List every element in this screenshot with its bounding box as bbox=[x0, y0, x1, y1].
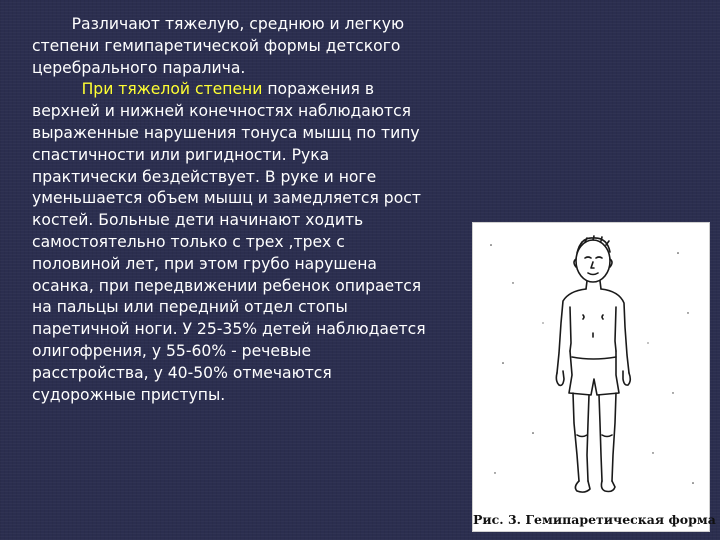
child-drawing bbox=[473, 223, 711, 513]
hemiparetic-form-figure bbox=[472, 222, 716, 532]
slide-body-text bbox=[32, 14, 482, 406]
paragraph-intro: Различают тяжелую, среднюю и легкую степени гемипаретической формы детского церебрального паралича. bbox=[32, 15, 405, 77]
paragraph-indent bbox=[32, 80, 82, 98]
paragraph-severe-description: поражения в верхней и нижней конечностях наблюдаются выраженные нарушения тонуса мышц по типу спастичности или ригидности. Рука практически бездействует. В руке и ноге уменьшается объем мышц и замедляется рост костей. Больные дети начинают ходить самостоятельно только с трех ,трех с половиной лет, при этом грубо нарушена осанка, при передвижении ребенок опирается на пальцы или передний отдел стопы паретичной ноги. У 25-35% детей наблюдается олигофрения, у 55-60% - речевые расстройства, у 40-50% отмечаются судорожные приступы. bbox=[32, 80, 426, 404]
severe-degree-highlight: При тяжелой степени bbox=[81, 80, 263, 99]
figure-caption: Рис. 3. Гемипаретическая форма bbox=[473, 512, 716, 527]
